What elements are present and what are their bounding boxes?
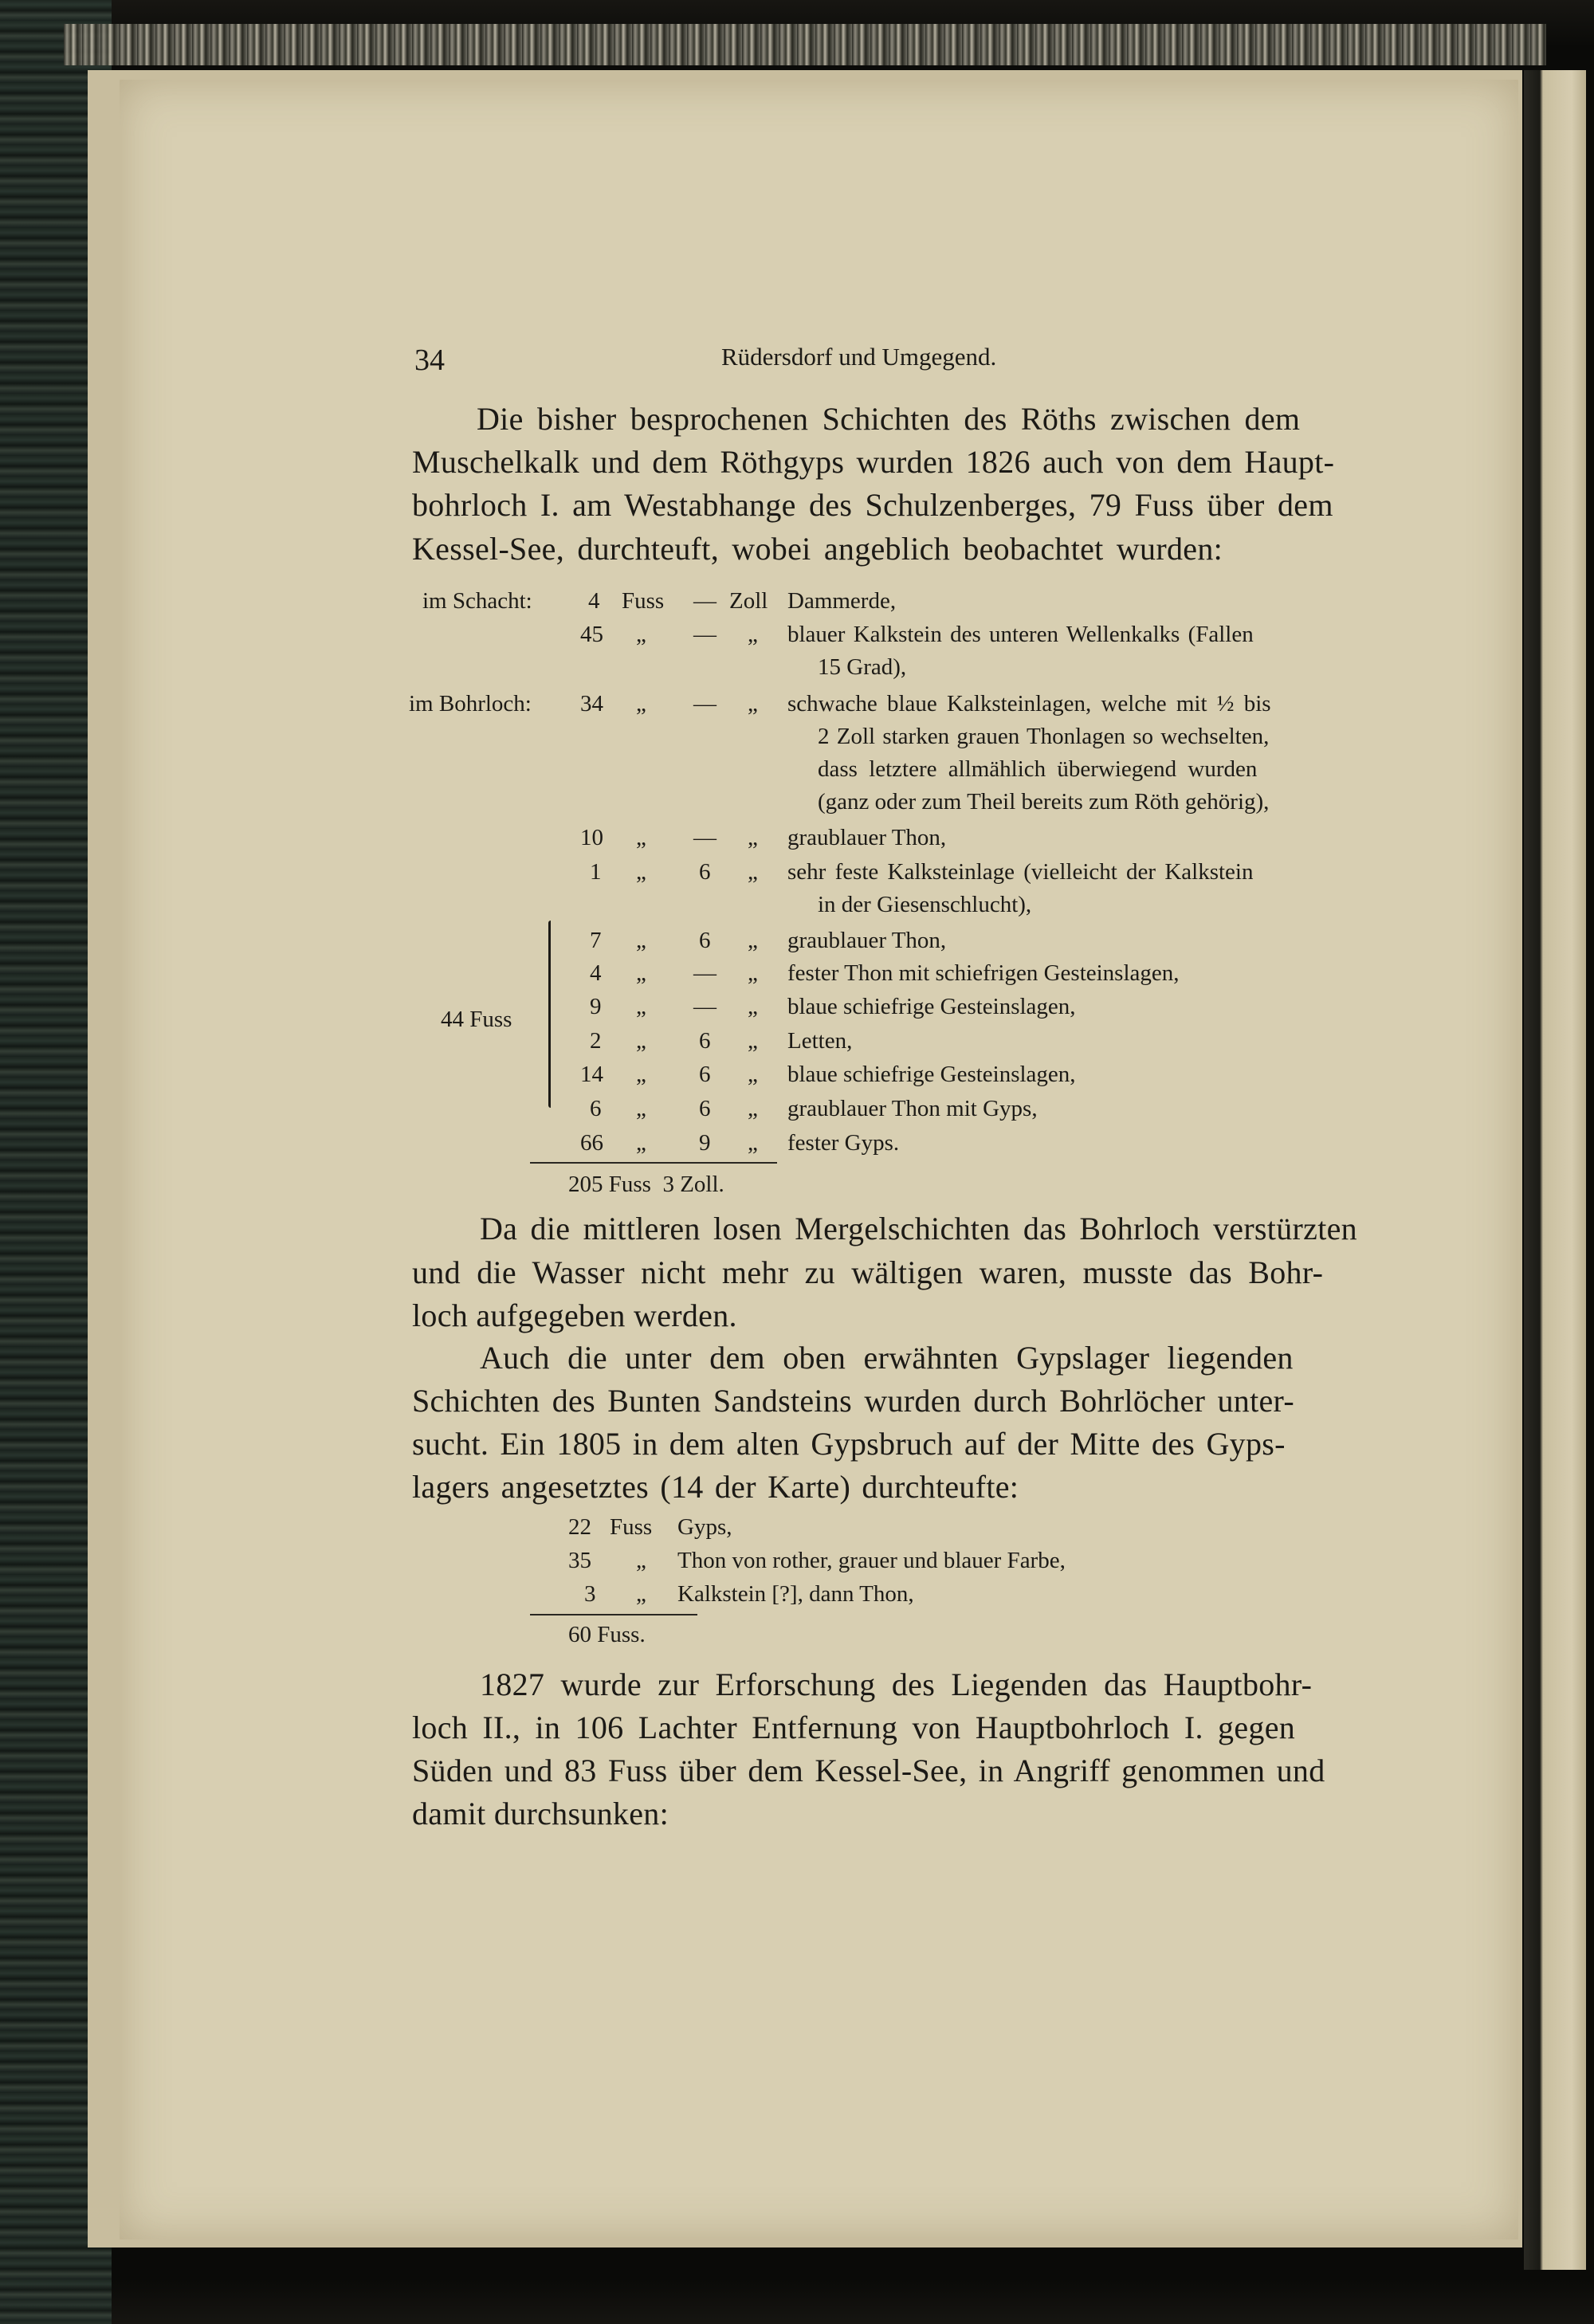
table-row-desc: dass letztere allmählich überwiegend wurden	[818, 756, 1258, 782]
table-row-zoll: 6	[699, 928, 711, 953]
table-row-desc: in der Giesenschlucht),	[818, 892, 1032, 917]
table-row-fuss: 66	[580, 1130, 603, 1156]
table-row-zoll: 6	[699, 1062, 711, 1087]
table-row-desc: blaue schiefrige Gesteinslagen,	[787, 1062, 1076, 1087]
table-row-desc: fester Gyps.	[787, 1130, 900, 1156]
paragraph-2-line-2: und die Wasser nicht mehr zu wältigen waren, musste das Bohr-	[412, 1254, 1324, 1290]
table-row-fuss-unit: Fuss	[622, 588, 665, 614]
table-row-fuss: 14	[580, 1062, 603, 1087]
table-row-fuss: 45	[580, 622, 603, 647]
table-1-sum-rule	[530, 1162, 777, 1164]
table-row-zoll-unit: „	[748, 1028, 758, 1054]
table-2-sum-rule	[530, 1614, 697, 1615]
paragraph-4-line-2: loch II., in 106 Lachter Entfernung von Hauptbohrloch I. gegen	[412, 1710, 1296, 1745]
table-row-fuss-unit: „	[636, 1028, 646, 1054]
table-row-zoll: —	[693, 588, 717, 614]
table-row-fuss: 35	[568, 1548, 591, 1573]
table-row-desc: Kalkstein [?], dann Thon,	[677, 1581, 914, 1607]
table-row-fuss: 9	[590, 994, 602, 1019]
table-row-fuss-unit: „	[636, 691, 646, 716]
table-row-fuss: 7	[590, 928, 602, 953]
table-row-zoll: —	[693, 825, 717, 850]
brace-44-fuss	[548, 921, 551, 1108]
paragraph-4-line-4: damit durchsunken:	[412, 1796, 669, 1831]
table-row-desc: Letten,	[787, 1028, 853, 1054]
table-row-zoll-unit: Zoll	[729, 588, 768, 614]
paragraph-1-line-2: Muschelkalk und dem Röthgyps wurden 1826 auch von dem Haupt-	[412, 444, 1335, 480]
table-row-desc: sehr feste Kalksteinlage (vielleicht der Kalkstein	[787, 859, 1254, 885]
table-row-zoll-unit: „	[748, 859, 758, 885]
table-row-zoll: —	[693, 691, 717, 716]
table-row-desc: Gyps,	[677, 1514, 732, 1540]
book-page	[120, 80, 1518, 2240]
table-row-fuss: 10	[580, 825, 603, 850]
table-row-desc: graublauer Thon,	[787, 825, 947, 850]
table-row-fuss: 34	[580, 691, 603, 716]
paragraph-2-line-1: Da die mittleren losen Mergelschichten das Bohrloch verstürzten	[480, 1211, 1357, 1246]
table-row-fuss-unit: „	[636, 622, 646, 647]
table-row-zoll-unit: „	[748, 960, 758, 986]
table-row-zoll: 6	[699, 859, 711, 885]
label-im-schacht: im Schacht:	[422, 588, 532, 614]
table-row-desc: schwache blaue Kalksteinlagen, welche mit ½ bis	[787, 691, 1271, 716]
paragraph-3-line-4: lagers angesetztes (14 der Karte) durchteufte:	[412, 1469, 1019, 1505]
table-row-zoll: —	[693, 994, 717, 1019]
paragraph-1-line-4: Kessel-See, durchteuft, wobei angeblich beobachtet wurden:	[412, 531, 1223, 567]
table-row-unit: Fuss	[610, 1514, 653, 1540]
label-44-fuss: 44 Fuss	[441, 1007, 512, 1032]
table-row-desc: blauer Kalkstein des unteren Wellenkalks (Fallen	[787, 622, 1254, 647]
table-row-zoll-unit: „	[748, 1130, 758, 1156]
table-row-fuss: 1	[590, 859, 602, 885]
table-row-zoll-unit: „	[748, 1096, 758, 1121]
table-row-zoll-unit: „	[748, 994, 758, 1019]
table-row-fuss: 22	[568, 1514, 591, 1540]
table-row-fuss-unit: „	[636, 1096, 646, 1121]
table-row-unit: „	[636, 1581, 646, 1607]
table-row-fuss-unit: „	[636, 960, 646, 986]
table-row-zoll-unit: „	[748, 691, 758, 716]
book-top-edge	[64, 24, 1546, 65]
table-row-zoll-unit: „	[748, 622, 758, 647]
next-page-edge	[1524, 70, 1586, 2270]
paragraph-4-line-1: 1827 wurde zur Erforschung des Liegenden das Hauptbohr-	[480, 1666, 1313, 1702]
table-row-fuss-unit: „	[636, 859, 646, 885]
table-1-total: 205 Fuss 3 Zoll.	[568, 1172, 724, 1197]
table-row-desc: 15 Grad),	[818, 654, 907, 680]
table-row-desc: graublauer Thon mit Gyps,	[787, 1096, 1038, 1121]
table-row-fuss: 4	[588, 588, 600, 614]
table-2-total: 60 Fuss.	[568, 1622, 646, 1647]
table-row-desc: Thon von rother, grauer und blauer Farbe,	[677, 1548, 1066, 1573]
paragraph-4-line-3: Süden und 83 Fuss über dem Kessel-See, in Angriff genommen und	[412, 1753, 1325, 1788]
table-row-fuss: 2	[590, 1028, 602, 1054]
paragraph-3-line-3: sucht. Ein 1805 in dem alten Gypsbruch auf der Mitte des Gyps-	[412, 1426, 1286, 1462]
table-row-fuss-unit: „	[636, 1062, 646, 1087]
table-row-desc: graublauer Thon,	[787, 928, 947, 953]
table-row-zoll: —	[693, 960, 717, 986]
table-row-fuss-unit: „	[636, 994, 646, 1019]
table-row-desc: blaue schiefrige Gesteinslagen,	[787, 994, 1076, 1019]
table-row-desc: Dammerde,	[787, 588, 897, 614]
table-row-zoll: —	[693, 622, 717, 647]
table-row-fuss: 4	[590, 960, 602, 986]
table-row-zoll: 6	[699, 1028, 711, 1054]
paragraph-1-line-1: Die bisher besprochenen Schichten des Röths zwischen dem	[477, 401, 1301, 437]
table-row-zoll-unit: „	[748, 928, 758, 953]
table-row-unit: „	[636, 1548, 646, 1573]
paragraph-1-line-3: bohrloch I. am Westabhange des Schulzenberges, 79 Fuss über dem	[412, 487, 1333, 523]
table-row-desc: (ganz oder zum Theil bereits zum Röth gehörig),	[818, 789, 1270, 815]
paragraph-2-line-3: loch aufgegeben werden.	[412, 1297, 737, 1333]
table-row-fuss: 6	[590, 1096, 602, 1121]
paragraph-3-line-1: Auch die unter dem oben erwähnten Gypslager liegenden	[480, 1340, 1294, 1376]
table-row-fuss-unit: „	[636, 825, 646, 850]
table-row-zoll: 6	[699, 1096, 711, 1121]
table-row-zoll: 9	[699, 1130, 711, 1156]
table-row-zoll-unit: „	[748, 825, 758, 850]
table-row-fuss-unit: „	[636, 1130, 646, 1156]
page-number: 34	[414, 343, 445, 377]
table-row-fuss: 3	[584, 1581, 596, 1607]
table-row-desc: 2 Zoll starken grauen Thonlagen so wechselten,	[818, 724, 1270, 749]
table-row-zoll-unit: „	[748, 1062, 758, 1087]
label-im-bohrloch: im Bohrloch:	[409, 691, 532, 716]
table-row-desc: fester Thon mit schiefrigen Gesteinslagen,	[787, 960, 1180, 986]
paragraph-3-line-2: Schichten des Bunten Sandsteins wurden durch Bohrlöcher unter-	[412, 1383, 1294, 1419]
running-title: Rüdersdorf und Umgegend.	[721, 343, 997, 371]
table-row-fuss-unit: „	[636, 928, 646, 953]
